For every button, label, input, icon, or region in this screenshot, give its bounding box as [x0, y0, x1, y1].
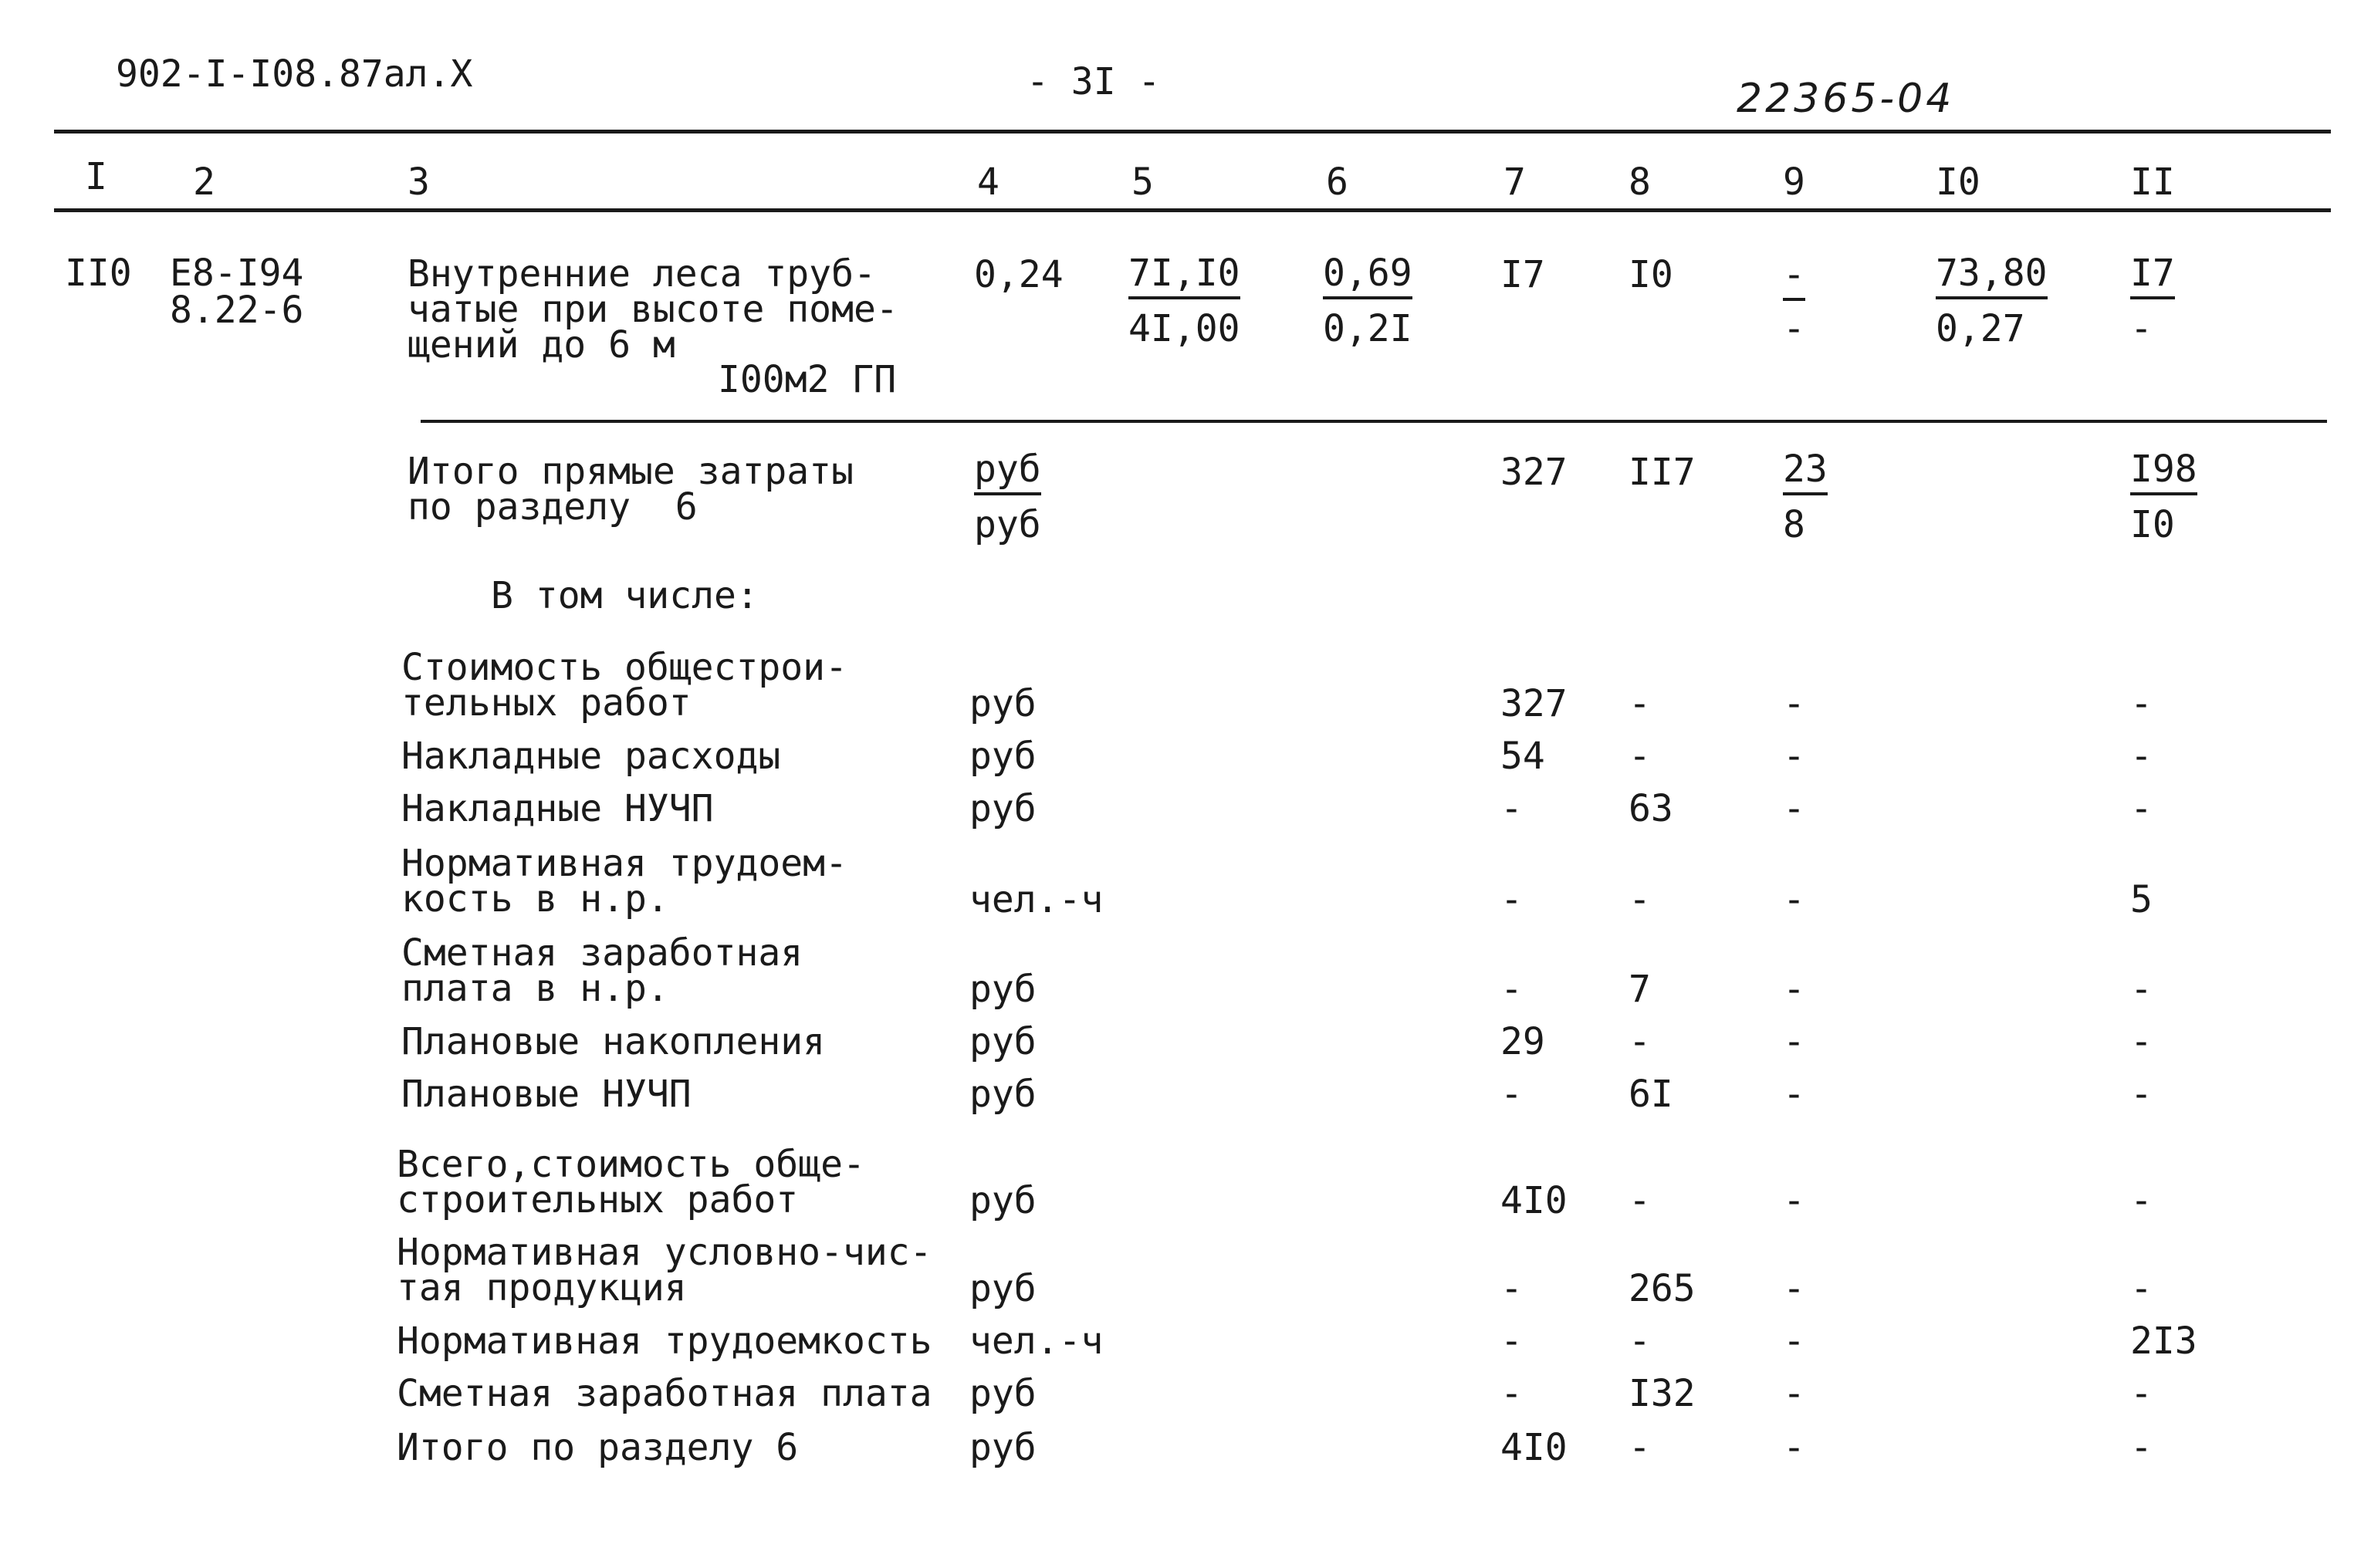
row-col11: -: [2130, 787, 2153, 830]
row-col8: -: [1629, 1179, 1651, 1222]
including-label: В том числе:: [491, 574, 759, 617]
total-direct-unit-bottom: руб: [974, 503, 1041, 546]
row-label: Нормативная условно-чис- тая продукция: [397, 1231, 932, 1309]
row-col8: -: [1629, 735, 1651, 778]
row-col8: -: [1629, 878, 1651, 921]
item-unit: I00м2 ГП: [718, 358, 897, 401]
row-unit: руб: [969, 1073, 1037, 1116]
item-labor-total: I7: [2130, 252, 2175, 299]
row-col7: -: [1500, 1073, 1523, 1116]
item-number: II0: [65, 252, 132, 295]
row-col7: 4I0: [1500, 1179, 1568, 1222]
column-number: 6: [1326, 161, 1348, 204]
row-unit: руб: [969, 1372, 1037, 1415]
row-label: Плановые накопления: [401, 1020, 826, 1063]
row-col9: -: [1783, 968, 1805, 1011]
item-unit-machine-cost: 0,69: [1323, 252, 1412, 299]
column-number: 9: [1783, 161, 1805, 204]
row-unit: руб: [969, 1267, 1037, 1310]
item-total-cost: I7: [1500, 253, 1545, 296]
item-code: Е8-I94: [170, 252, 304, 295]
row-col7: -: [1500, 787, 1523, 830]
row-col11: -: [2130, 682, 2153, 725]
row-label: Сметная заработная плата: [397, 1372, 932, 1415]
row-col9: -: [1783, 1179, 1805, 1222]
row-col11: 2I3: [2130, 1320, 2197, 1363]
row-col11: -: [2130, 968, 2153, 1011]
row-col11: -: [2130, 1372, 2153, 1415]
header-bottom-rule: [54, 208, 2331, 212]
row-col8: -: [1629, 682, 1651, 725]
row-col8: -: [1629, 1320, 1651, 1363]
inventory-number: 22365-04: [1737, 76, 1955, 122]
item-wage-total-bottom: -: [1783, 307, 1805, 350]
row-col9: -: [1783, 1426, 1805, 1469]
row-col11: -: [2130, 1179, 2153, 1222]
row-col8: 6I: [1629, 1073, 1673, 1116]
row-unit: руб: [969, 968, 1037, 1011]
item-labor-rate: 73,80: [1936, 252, 2048, 299]
item-nuchp: I0: [1629, 253, 1673, 296]
row-unit: руб: [969, 787, 1037, 830]
row-label: Стоимость общестрои- тельных работ: [401, 646, 847, 725]
row-col9: -: [1783, 787, 1805, 830]
column-number: I: [85, 155, 107, 198]
row-col7: -: [1500, 968, 1523, 1011]
item-labor-rate-bottom: 0,27: [1936, 307, 2025, 350]
column-number: 8: [1629, 161, 1651, 204]
column-number: 4: [977, 161, 999, 204]
table-top-rule: [54, 130, 2331, 133]
row-label: Плановые НУЧП: [401, 1073, 692, 1116]
total-direct-cost: 327: [1500, 451, 1568, 494]
row-label: Всего,стоимость обще- строительных работ: [397, 1143, 865, 1222]
row-col7: -: [1500, 1320, 1523, 1363]
item-wage-total: -: [1783, 253, 1805, 301]
item-code-reference: 8.22-6: [170, 289, 304, 332]
row-col9: -: [1783, 878, 1805, 921]
column-number: 7: [1503, 161, 1526, 204]
row-label: Накладные расходы: [401, 735, 781, 778]
row-unit: руб: [969, 1020, 1037, 1063]
row-col9: -: [1783, 1267, 1805, 1310]
row-col8: 7: [1629, 968, 1651, 1011]
column-number: 2: [193, 161, 215, 204]
column-number: I0: [1936, 161, 1980, 204]
row-col11: 5: [2130, 878, 2153, 921]
row-col11: -: [2130, 1073, 2153, 1116]
row-col8: 63: [1629, 787, 1673, 830]
row-col7: 327: [1500, 682, 1568, 725]
column-number: 5: [1131, 161, 1154, 204]
column-number: 3: [408, 161, 430, 204]
row-label: Нормативная трудоем- кость в н.р.: [401, 842, 847, 921]
item-unit-cost: 7I,I0: [1128, 252, 1240, 299]
item-separator-rule: [421, 420, 2327, 423]
row-col9: -: [1783, 682, 1805, 725]
column-number: II: [2130, 161, 2175, 204]
total-direct-label: Итого прямые затраты по разделу 6: [408, 450, 854, 529]
item-quantity: 0,24: [974, 253, 1064, 296]
row-label: Сметная заработная плата в н.р.: [401, 931, 803, 1010]
row-col9: -: [1783, 1320, 1805, 1363]
item-unit-machine-wage: 0,2I: [1323, 307, 1412, 350]
item-unit-wage: 4I,00: [1128, 307, 1240, 350]
row-unit: чел.-ч: [969, 1320, 1104, 1363]
row-label: Накладные НУЧП: [401, 787, 714, 830]
item-labor-total-bottom: -: [2130, 307, 2153, 350]
row-col9: -: [1783, 1073, 1805, 1116]
row-col8: 265: [1629, 1267, 1696, 1310]
row-col7: 29: [1500, 1020, 1545, 1063]
row-col8: I32: [1629, 1372, 1696, 1415]
row-col11: -: [2130, 1267, 2153, 1310]
row-unit: руб: [969, 1426, 1037, 1469]
row-unit: руб: [969, 682, 1037, 725]
row-unit: руб: [969, 735, 1037, 778]
row-col11: -: [2130, 1020, 2153, 1063]
row-col9: -: [1783, 735, 1805, 778]
page-number: - 3I -: [1027, 60, 1161, 103]
row-col7: 4I0: [1500, 1426, 1568, 1469]
row-label: Итого по разделу 6: [397, 1426, 799, 1469]
row-col9: -: [1783, 1020, 1805, 1063]
row-col7: -: [1500, 878, 1523, 921]
row-col7: -: [1500, 1267, 1523, 1310]
row-col7: 54: [1500, 735, 1545, 778]
row-col11: -: [2130, 1426, 2153, 1469]
row-col8: -: [1629, 1426, 1651, 1469]
row-col7: -: [1500, 1372, 1523, 1415]
total-direct-unit: руб: [974, 448, 1041, 495]
total-direct-labor: I98: [2130, 448, 2197, 495]
row-unit: руб: [969, 1179, 1037, 1222]
row-col11: -: [2130, 735, 2153, 778]
row-unit: чел.-ч: [969, 878, 1104, 921]
row-col9: -: [1783, 1372, 1805, 1415]
total-direct-wage-bottom: 8: [1783, 503, 1805, 546]
total-direct-labor-bottom: I0: [2130, 503, 2175, 546]
row-col8: -: [1629, 1020, 1651, 1063]
document-code: 902-I-I08.87ал.X: [116, 52, 473, 96]
row-label: Нормативная трудоемкость: [397, 1320, 932, 1363]
total-direct-nuchp: II7: [1629, 451, 1696, 494]
item-description: Внутренние леса труб- чатые при высоте поме- щений до 6 м: [408, 252, 898, 367]
total-direct-wage: 23: [1783, 448, 1828, 495]
